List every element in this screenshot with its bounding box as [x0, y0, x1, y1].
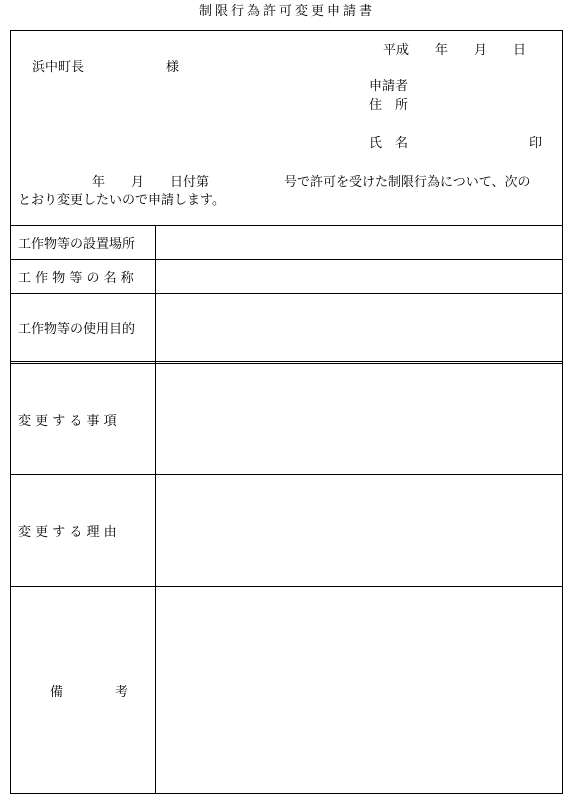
- usage-purpose-field[interactable]: [156, 294, 562, 360]
- body-text-line1-prefix: 年 月 日付第: [92, 175, 210, 190]
- table-row-label: 工 作 物 等 の 名 称: [18, 271, 134, 286]
- body-text-line2: とおり変更したいので申請します。: [18, 193, 225, 208]
- addressee: 浜中町長: [32, 60, 85, 75]
- applicant-label: 申請者: [369, 79, 409, 94]
- change-items-field[interactable]: [156, 364, 562, 474]
- table-row-label: 変 更 す る 事 項: [18, 413, 117, 429]
- application-date: 平成 年 月 日: [383, 43, 527, 58]
- table-row-label: 変 更 す る 理 由: [18, 525, 117, 540]
- remarks-field[interactable]: [156, 587, 562, 793]
- addressee-honorific: 様: [166, 60, 180, 75]
- table-row-label: 工作物等の使用目的: [18, 321, 136, 337]
- document-title: 制限行為許可変更申請書: [198, 4, 375, 19]
- table-row-label: 備 考: [50, 684, 129, 700]
- address-label: 住 所: [369, 98, 409, 113]
- installation-location-field[interactable]: [156, 226, 562, 259]
- table-row-label: 工作物等の設置場所: [18, 237, 136, 252]
- body-text-line1-suffix: 号で許可を受けた制限行為について、次の: [284, 175, 531, 190]
- structure-name-field[interactable]: [156, 260, 562, 293]
- change-reason-field[interactable]: [156, 475, 562, 586]
- name-label: 氏 名: [369, 136, 409, 151]
- seal-mark: 印: [529, 136, 543, 151]
